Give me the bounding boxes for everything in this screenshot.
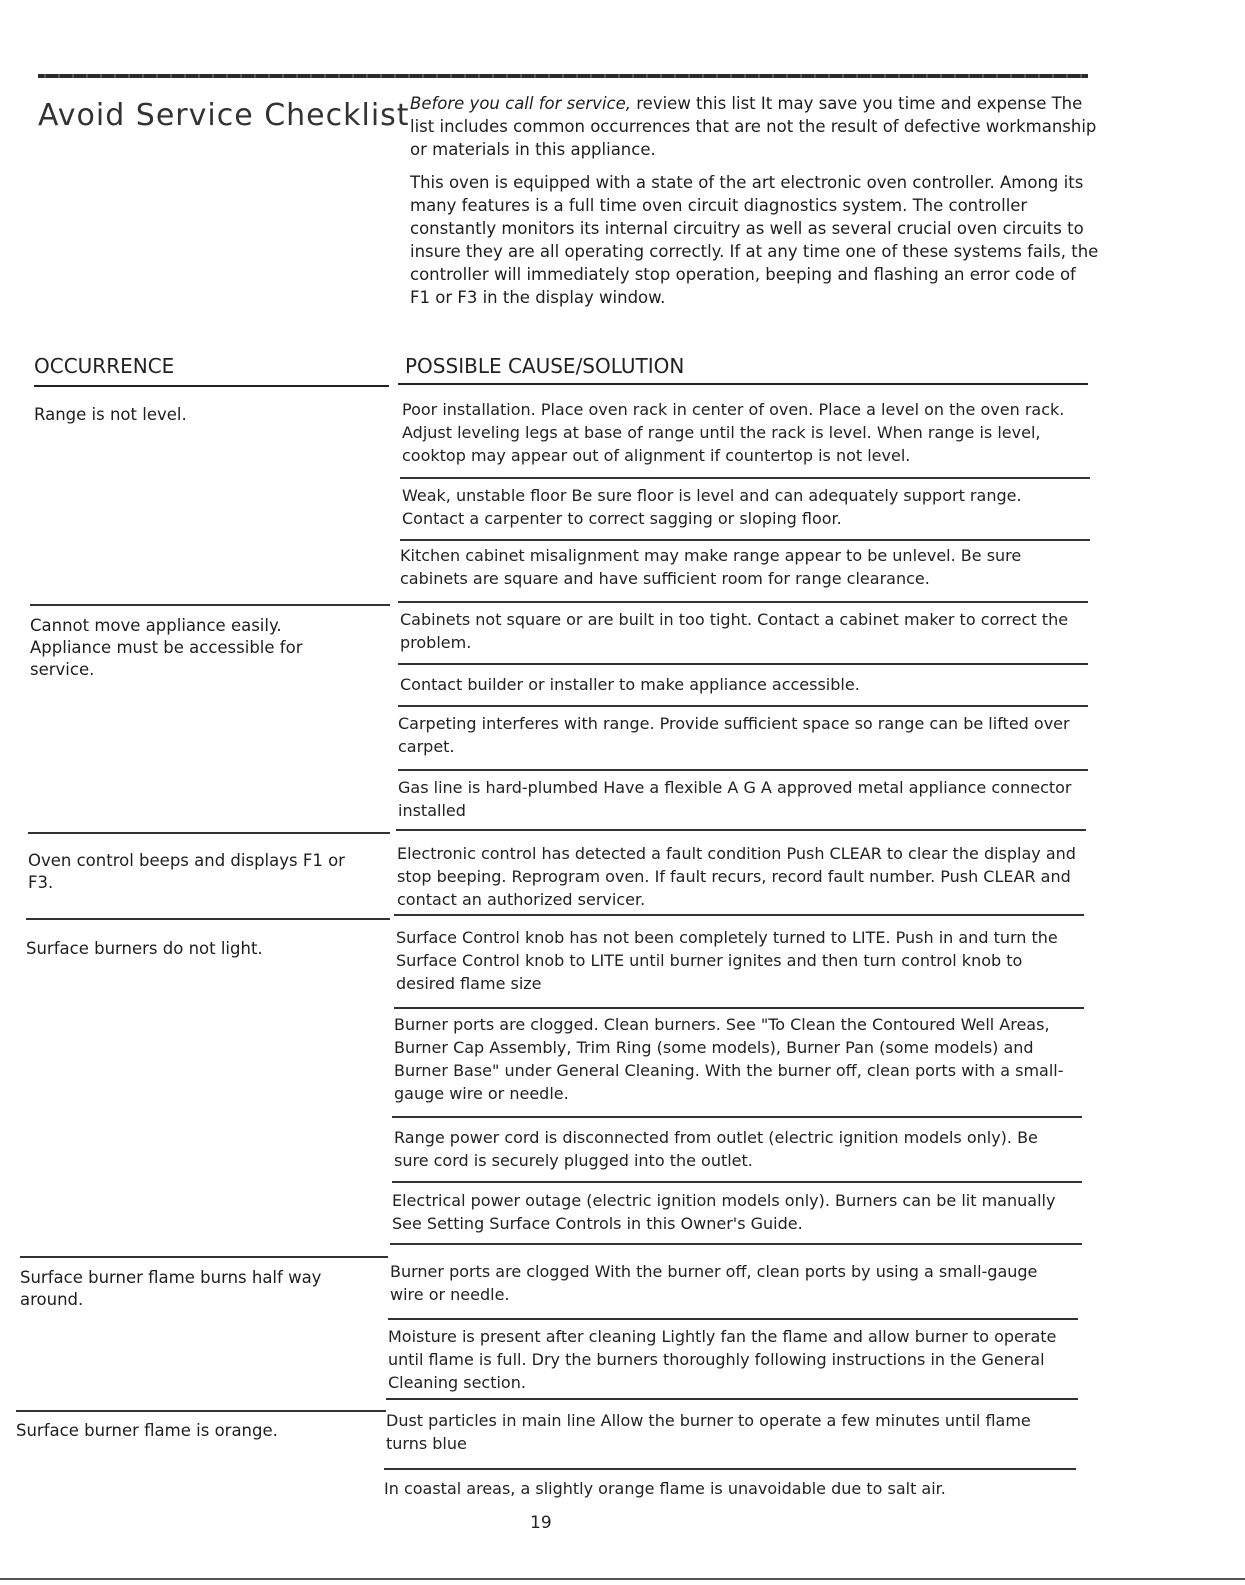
intro-paragraph-1 [410,92,1100,161]
intro-text [410,92,1100,319]
solution-divider [398,769,1088,771]
solution-divider [400,539,1090,541]
occurrence-text: Range is not level. [34,405,187,424]
solution-item: Range power cord is disconnected from outlet (electric ignition models only). Be sure cord is securely plugged into the outlet. [394,1128,1038,1170]
page-number: 19 [530,1513,552,1533]
solution-divider [384,1468,1076,1470]
solution-divider [398,705,1088,707]
header-rule-right [398,383,1088,385]
solution-item: Kitchen cabinet misalignment may make range appear to be unlevel. Be sure cabinets are square and have sufficient room for range clearance. [400,546,1022,588]
row-divider-left [26,918,390,920]
solution-item: Burner ports are clogged. Clean burners. See "To Clean the Contoured Well Areas, Burner Cap Assembly, Trim Ring (some models), Burner Pan (some models) and Burner Base" under General Cleaning. With the burner off, clean ports with a small-gauge wire or needle. [394,1015,1064,1103]
solution-item: Carpeting interferes with range. Provide sufficient space so range can be lifted over carpet. [398,714,1070,756]
intro-paragraph-2: This oven is equipped with a state of the art electronic oven controller. Among its many features is a full time oven circuit diagnostics system. The controller constantly monitors its internal circuitry as well as several crucial oven circuits to insure they are all operating correctly. If at any time one of these systems fails, the controller will immediately stop operation, beeping and flashing an error code of F1 or F3 in the display window. [410,173,1099,307]
occurrence-column-header: OCCURRENCE [34,354,175,378]
solution-divider [394,1007,1084,1009]
solution-divider [400,477,1090,479]
solution-divider [392,1181,1082,1183]
occurrence-text: Surface burners do not light. [26,939,263,958]
solution-item: Poor installation. Place oven rack in center of oven. Place a level on the oven rack. Adjust leveling legs at base of range until the rack is level. When range is level, cooktop may appear out of alignment if countertop is not level. [402,400,1065,465]
solution-item: Dust particles in main line Allow the burner to operate a few minutes until flame turns blue [386,1411,1031,1453]
solution-item: Weak, unstable floor Be sure floor is level and can adequately support range. Contact a carpenter to correct sagging or sloping floor. [402,486,1022,528]
occurrence-text: Surface burner flame burns half way around. [20,1268,322,1309]
row-divider-right [386,1398,1078,1400]
solution-item: Cabinets not square or are built in too tight. Contact a cabinet maker to correct the problem. [400,610,1069,652]
solution-column-header: POSSIBLE CAUSE/SOLUTION [405,354,685,378]
occurrence-text: Cannot move appliance easily. Appliance must be accessible for service. [30,616,303,679]
intro-italic: Before you call for service, [410,94,631,113]
solution-item: Surface Control knob has not been completely turned to LITE. Push in and turn the Surface Control knob to LITE until burner ignites and then turn control knob to desired flame size [396,928,1058,993]
row-divider-right [390,1243,1082,1245]
top-rule [38,74,1088,78]
solution-item: Electronic control has detected a fault condition Push CLEAR to clear the display and stop beeping. Reprogram oven. If fault recurs, record fault number. Push CLEAR and contact an authorized servicer. [397,844,1076,909]
occurrence-text: Surface burner flame is orange. [16,1421,278,1440]
solution-divider [388,1318,1078,1320]
solution-item: Moisture is present after cleaning Lightly fan the flame and allow burner to operate until flame is full. Dry the burners thoroughly following instructions in the General Cleaning section. [388,1327,1057,1392]
solution-item: Gas line is hard-plumbed Have a flexible A G A approved metal appliance connector installed [398,778,1072,820]
header-rule-left [34,385,389,387]
solution-item: Contact builder or installer to make appliance accessible. [400,675,860,694]
row-divider-left [20,1256,388,1258]
row-divider-right [394,914,1084,916]
intro-p1-rest: review this list It may save you time and expense The list includes common occurrences that are not the result of defective workmanship or materials in this appliance. [410,94,1097,159]
bottom-rule [0,1578,1245,1580]
row-divider-left [28,832,390,834]
row-divider-right [398,601,1088,603]
solution-divider [398,663,1088,665]
occurrence-text: Oven control beeps and displays F1 or F3. [28,851,345,892]
solution-item: In coastal areas, a slightly orange flame is unavoidable due to salt air. [384,1479,946,1498]
solution-item: Electrical power outage (electric ignition models only). Burners can be lit manually See Setting Surface Controls in this Owner's Guide. [392,1191,1056,1233]
row-divider-left [30,604,390,606]
page-title: Avoid Service Checklist [38,98,410,133]
solution-divider [392,1116,1082,1118]
row-divider-right [396,829,1086,831]
row-divider-left [16,1410,386,1412]
solution-item: Burner ports are clogged With the burner off, clean ports by using a small-gauge wire or needle. [390,1262,1038,1304]
